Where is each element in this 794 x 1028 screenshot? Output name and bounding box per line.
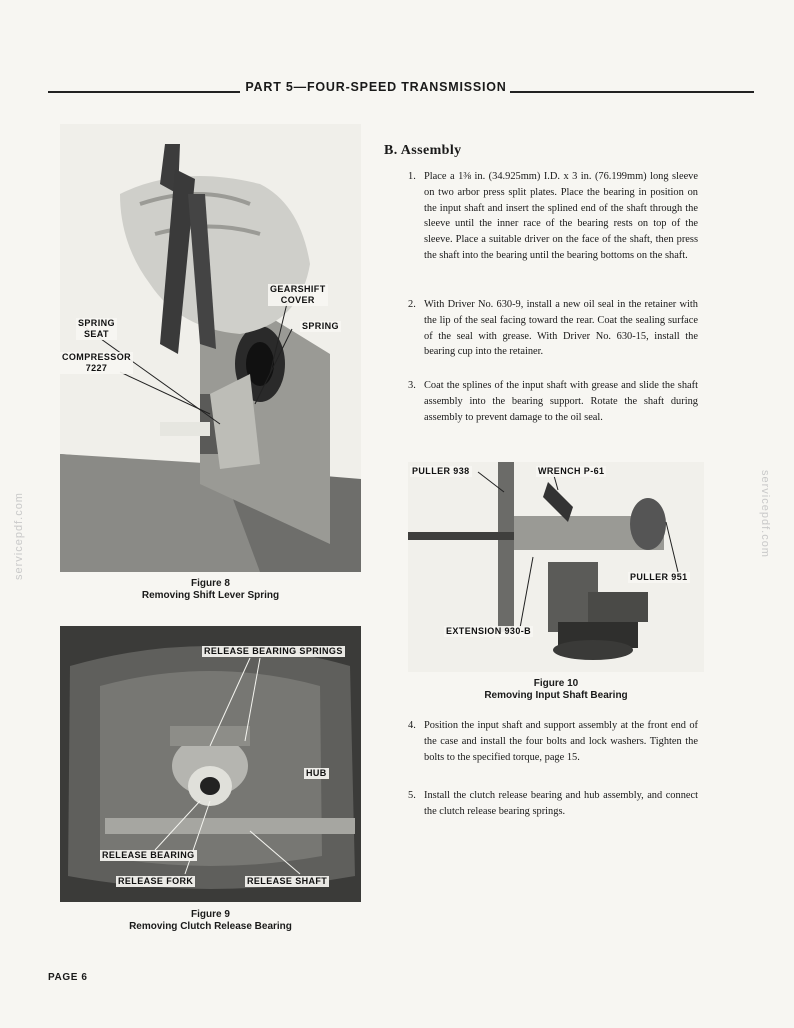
figure-8-title: Removing Shift Lever Spring	[141, 590, 280, 601]
label-compressor-text: COMPRESSOR 7227	[62, 352, 132, 373]
step-1-number: 1.	[408, 171, 416, 182]
label-hub: HUB	[306, 768, 327, 778]
assembly-step-3	[408, 378, 698, 442]
figure-8-photo	[60, 124, 361, 572]
figure-10-caption	[408, 678, 704, 702]
header-rule-right	[510, 91, 754, 93]
section-title: B. Assembly	[384, 143, 462, 158]
figure-9-title: Removing Clutch Release Bearing	[129, 921, 292, 932]
step-3-number: 3.	[408, 380, 416, 391]
step-4-number: 4.	[408, 720, 416, 731]
label-wrench: WRENCH P-61	[538, 466, 605, 476]
label-puller-951: PULLER 951	[630, 572, 688, 582]
step-2-number: 2.	[408, 299, 416, 310]
step-1-text: Place a 1⅜ in. (34.925mm) I.D. x 3 in. (76.199mm) long sleeve on two arbor press split plates. Place the bearing in position on the input shaft and insert the splined end of the shaft through the sleeve until the inner race of the bearing rests on top of the sleeve. Place a suitable driver on the face of the shaft, then press the shaft into the bearing until the bearing bottoms on the shaft.	[424, 171, 698, 261]
figure-10-number: Figure 10	[533, 678, 579, 689]
assembly-step-4	[408, 718, 698, 782]
assembly-step-1	[408, 169, 698, 299]
figure-8-caption	[60, 578, 361, 602]
figure-10-photo	[408, 462, 704, 672]
figure-9-number: Figure 9	[191, 909, 230, 920]
assembly-step-5	[408, 788, 698, 822]
label-gearshift-cover	[268, 284, 328, 306]
label-gearshift-cover-text: GEARSHIFT COVER	[270, 284, 326, 305]
page-header	[48, 80, 754, 100]
step-5-text: Install the clutch release bearing and hub assembly, and connect the clutch release bearing springs.	[424, 790, 698, 817]
step-2-text: With Driver No. 630-9, install a new oil seal in the retainer with the lip of the seal facing toward the rear. Coat the sealing surface of the seal with grease. With Driver No. 630-15, install the bearing cup into the retainer.	[424, 299, 698, 358]
label-release-shaft: RELEASE SHAFT	[247, 876, 328, 886]
assembly-step-2	[408, 297, 698, 377]
label-spring-seat	[76, 318, 117, 340]
label-compressor	[60, 352, 133, 374]
step-4-text: Position the input shaft and support assembly at the front end of the case and install the four bolts and lock washers. Tighten the bolts to the specified torque, page 15.	[424, 720, 698, 763]
label-release-fork: RELEASE FORK	[118, 876, 194, 886]
figure-8-number: Figure 8	[191, 578, 230, 589]
label-spring-seat-text: SPRING SEAT	[78, 318, 115, 339]
label-spring: SPRING	[302, 321, 339, 331]
header-title: PART 5—FOUR-SPEED TRANSMISSION	[245, 80, 507, 94]
label-release-bearing-springs: RELEASE BEARING SPRINGS	[204, 646, 343, 656]
watermark-left: servicepdf.com	[13, 492, 25, 580]
label-release-bearing: RELEASE BEARING	[102, 850, 195, 860]
page-number: PAGE 6	[48, 972, 88, 983]
figure-9-photo	[60, 626, 361, 902]
label-puller-938: PULLER 938	[412, 466, 470, 476]
figure-9-caption	[60, 909, 361, 933]
label-extension: EXTENSION 930-B	[446, 626, 532, 636]
step-3-text: Coat the splines of the input shaft with grease and slide the shaft assembly into the bearing support. Rotate the shaft during assembly to prevent damage to the oil seal.	[424, 380, 698, 423]
figure-10-title: Removing Input Shaft Bearing	[484, 690, 628, 701]
header-rule-left	[48, 91, 240, 93]
step-5-number: 5.	[408, 790, 416, 801]
watermark-right: servicepdf.com	[759, 470, 771, 558]
